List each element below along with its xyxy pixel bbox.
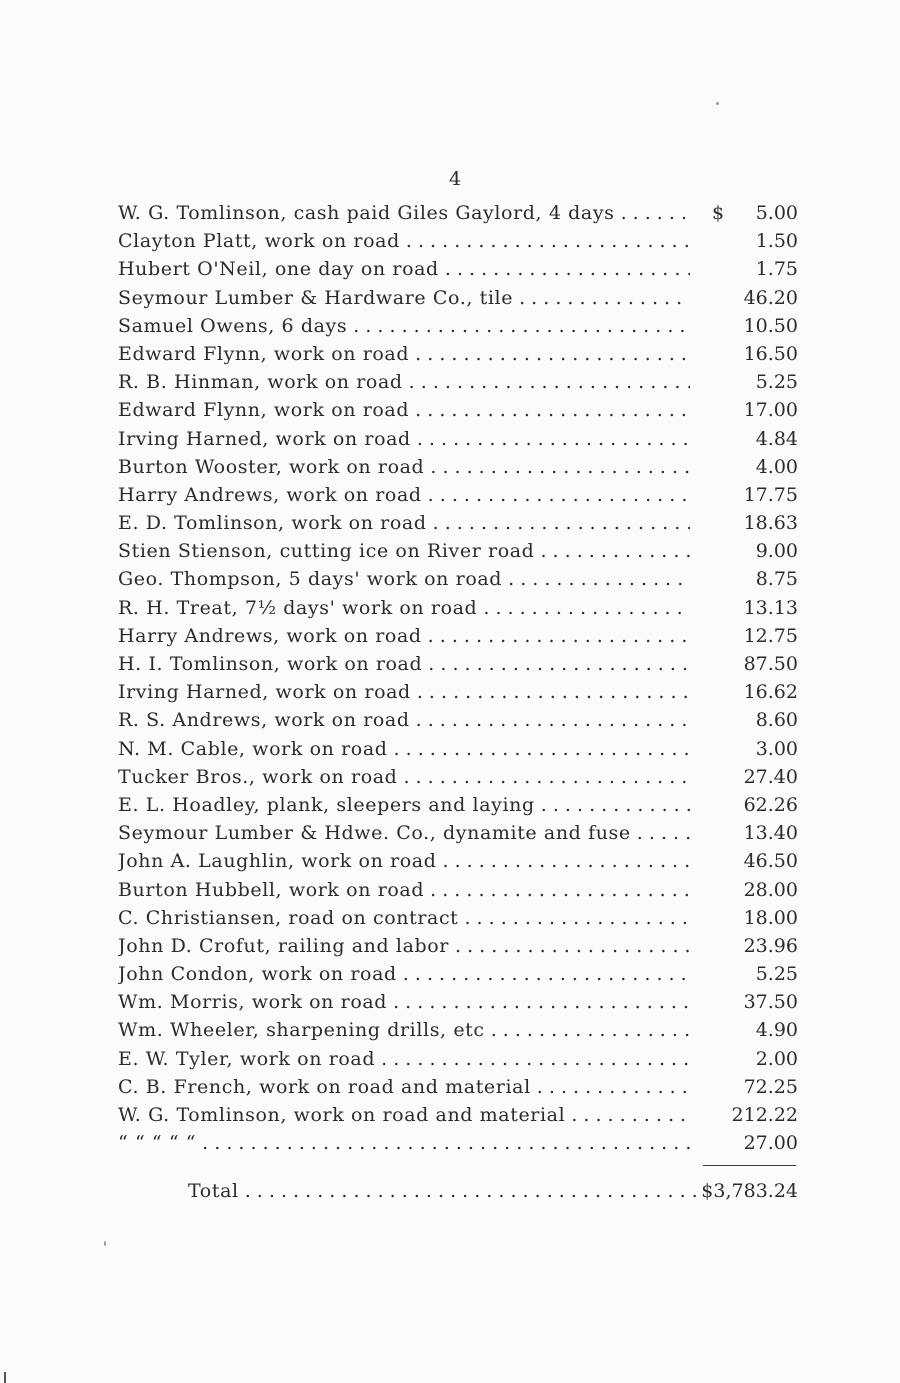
ledger-row <box>118 537 798 565</box>
entry-amount: 16.50 <box>743 342 798 365</box>
entry-description: Irving Harned, work on road . . . <box>118 425 690 453</box>
entry-amount: 46.20 <box>743 286 798 309</box>
entry-description: Clayton Platt, work on road . . . <box>118 227 690 255</box>
ledger-row <box>118 199 798 227</box>
entry-amount: 13.40 <box>743 822 798 845</box>
ledger-row <box>118 1045 798 1073</box>
entry-amount: 5.25 <box>755 963 798 986</box>
entry-amount: 16.62 <box>743 681 798 704</box>
ledger-row <box>118 565 798 593</box>
ledger-row <box>118 368 798 396</box>
entry-amount: 212.22 <box>731 1104 798 1126</box>
currency-symbol: $ <box>712 202 725 224</box>
ledger-row <box>118 678 798 706</box>
entry-amount: 10.50 <box>743 314 798 337</box>
ledger-row <box>118 1129 798 1157</box>
ledger-row <box>118 453 798 481</box>
entry-amount: 18.63 <box>743 512 798 535</box>
entry-description: H. I. Tomlinson, work on road . . . <box>118 650 690 678</box>
ledger-row <box>118 396 798 424</box>
entry-description: Seymour Lumber & Hdwe. Co., dynamite and fuse . . . <box>118 819 690 847</box>
ledger-row <box>118 481 798 509</box>
ledger-row <box>118 932 798 960</box>
entry-description: R. H. Treat, 7½ days' work on road . . . <box>118 594 690 622</box>
ledger-row <box>118 763 798 791</box>
entry-amount: 18.00 <box>743 906 798 929</box>
entry-amount: 4.84 <box>755 427 798 450</box>
entry-description: E. L. Hoadley, plank, sleepers and laying . . . <box>118 791 690 819</box>
entry-amount: 37.50 <box>743 991 798 1014</box>
ledger-row <box>118 594 798 622</box>
entry-description: C. Christiansen, road on contract . . . <box>118 904 690 932</box>
entry-description: Hubert O'Neil, one day on road . . . <box>118 255 690 283</box>
entry-amount: 8.75 <box>755 568 798 591</box>
ledger-row <box>118 988 798 1016</box>
entry-description: Edward Flynn, work on road . . . <box>118 396 690 424</box>
total-label: Total . . . <box>188 1176 696 1206</box>
ledger-row <box>118 1101 798 1129</box>
ledger-row <box>118 904 798 932</box>
entry-description: E. D. Tomlinson, work on road . . . <box>118 509 690 537</box>
paper-speck <box>104 1241 106 1246</box>
entry-amount: 17.00 <box>743 399 798 422</box>
entry-description: E. W. Tyler, work on road . . . <box>118 1045 690 1073</box>
entry-amount: 13.13 <box>743 596 798 619</box>
entry-amount: 5.00 <box>755 202 798 224</box>
ledger-row <box>118 819 798 847</box>
entry-amount: 17.75 <box>743 483 798 506</box>
ledger-row <box>118 312 798 340</box>
entry-description: C. B. French, work on road and material . . . <box>118 1073 690 1101</box>
entry-description: N. M. Cable, work on road . . . <box>118 735 690 763</box>
total-row <box>188 1176 798 1206</box>
ledger-row <box>118 735 798 763</box>
entry-amount: 12.75 <box>743 624 798 647</box>
ledger-row <box>118 509 798 537</box>
entry-description: Wm. Morris, work on road . . . <box>118 988 690 1016</box>
entry-amount: 5.25 <box>755 371 798 394</box>
ledger-row <box>118 847 798 875</box>
entry-description: Harry Andrews, work on road . . . <box>118 622 690 650</box>
entry-description: Stien Stienson, cutting ice on River road . . . <box>118 537 690 565</box>
edge-mark <box>4 1372 6 1383</box>
ledger-row <box>118 706 798 734</box>
entry-description: John Condon, work on road . . . <box>118 960 690 988</box>
entry-amount: 2.00 <box>755 1047 798 1070</box>
entry-amount: 27.40 <box>743 765 798 788</box>
ledger-row <box>118 425 798 453</box>
entry-amount: 23.96 <box>743 934 798 957</box>
entry-amount: 1.75 <box>755 258 798 281</box>
entry-description: Harry Andrews, work on road . . . <box>118 481 690 509</box>
entry-amount: 62.26 <box>743 793 798 816</box>
entry-description: Burton Hubbell, work on road . . . <box>118 876 690 904</box>
entry-description: W. G. Tomlinson, work on road and material . . . <box>118 1101 690 1129</box>
ledger-row <box>118 1016 798 1044</box>
ledger-row <box>118 791 798 819</box>
total-amount: $3,783.24 <box>701 1180 798 1202</box>
entry-description: John D. Crofut, railing and labor . . . <box>118 932 690 960</box>
entry-description: W. G. Tomlinson, cash paid Giles Gaylord, 4 days . . . <box>118 199 690 227</box>
ledger-row <box>118 960 798 988</box>
entry-description: “ “ “ “ “ . . . <box>118 1129 690 1157</box>
ledger-row <box>118 1073 798 1101</box>
entry-amount: 72.25 <box>743 1075 798 1098</box>
entry-description: Wm. Wheeler, sharpening drills, etc . . . <box>118 1016 690 1044</box>
entry-amount: 27.00 <box>743 1132 798 1155</box>
ledger-row <box>118 650 798 678</box>
entry-amount: 28.00 <box>743 878 798 901</box>
ledger-row <box>118 340 798 368</box>
ledger-row <box>118 284 798 312</box>
entry-description: Burton Wooster, work on road . . . <box>118 453 690 481</box>
total-rule <box>703 1165 796 1166</box>
entry-description: R. S. Andrews, work on road . . . <box>118 706 690 734</box>
ledger-row <box>118 622 798 650</box>
entry-amount: 87.50 <box>743 653 798 675</box>
ledger-row <box>118 255 798 283</box>
entry-description: Seymour Lumber & Hardware Co., tile . . . <box>118 284 690 312</box>
entry-amount: 9.00 <box>755 540 798 563</box>
entry-amount: 3.00 <box>755 737 798 760</box>
entry-description: R. B. Hinman, work on road . . . <box>118 368 690 396</box>
entry-amount: 4.90 <box>755 1019 798 1042</box>
entry-amount: 46.50 <box>743 850 798 873</box>
ledger-row <box>118 876 798 904</box>
entry-amount: 4.00 <box>755 455 798 478</box>
entry-description: Edward Flynn, work on road . . . <box>118 340 690 368</box>
entry-description: Irving Harned, work on road . . . <box>118 678 690 706</box>
ledger-row <box>118 227 798 255</box>
entry-description: Geo. Thompson, 5 days' work on road . . . <box>118 565 690 593</box>
ledger <box>118 199 798 1157</box>
page-number: 4 <box>448 168 462 190</box>
paper-speck <box>716 102 719 105</box>
entry-description: Samuel Owens, 6 days . . . <box>118 312 690 340</box>
entry-description: Tucker Bros., work on road . . . <box>118 763 690 791</box>
entry-amount: 8.60 <box>755 709 798 732</box>
entry-description: John A. Laughlin, work on road . . . <box>118 847 690 875</box>
entry-amount: 1.50 <box>755 230 798 253</box>
